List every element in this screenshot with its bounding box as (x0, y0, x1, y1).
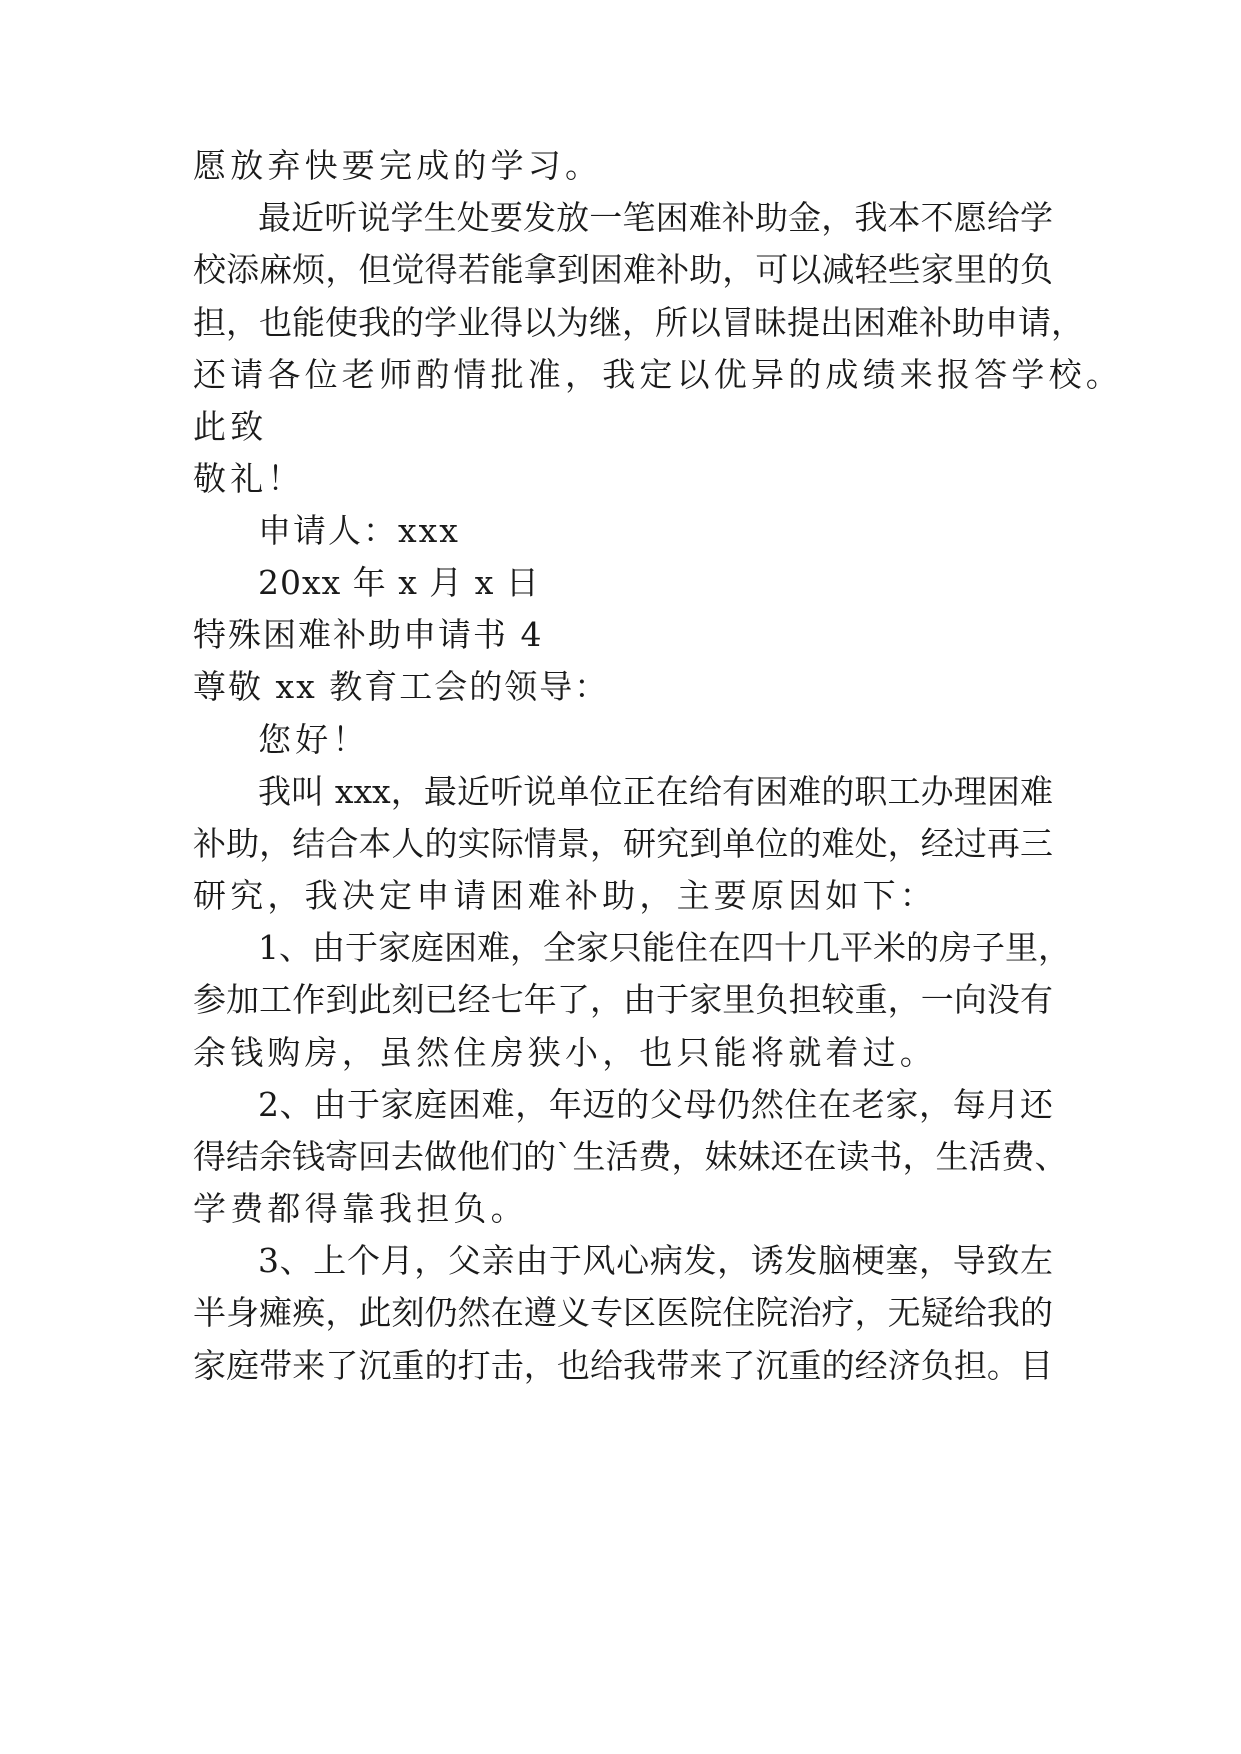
paragraph-line: 余钱购房，虽然住房狭小，也只能将就着过。 (193, 1033, 937, 1072)
paragraph-line: 我叫 xxx，最近听说单位正在给有困难的职工办理困难 (258, 772, 1053, 811)
paragraph-line: 家庭带来了沉重的打击，也给我带来了沉重的经济负担。目 (193, 1346, 1053, 1385)
paragraph-line: 参加工作到此刻已经七年了，由于家里负担较重，一向没有 (193, 980, 1053, 1019)
paragraph-line: 研究，我决定申请困难补助，主要原因如下： (193, 876, 937, 915)
paragraph-line: 补助，结合本人的实际情景，研究到单位的难处，经过再三 (193, 824, 1053, 863)
paragraph-line: 3、上个月，父亲由于风心病发，诱发脑梗塞，导致左 (258, 1241, 1053, 1280)
applicant-signature: 申请人：xxx (258, 511, 460, 550)
paragraph-line: 得结余钱寄回去做他们的`生活费，妹妹还在读书，生活费、 (193, 1137, 1068, 1176)
paragraph-line: 最近听说学生处要发放一笔困难补助金，我本不愿给学 (258, 198, 1053, 237)
paragraph-line: 愿放弃快要完成的学习。 (193, 146, 603, 185)
greeting: 您好！ (258, 720, 370, 759)
paragraph-line: 还请各位老师酌情批准，我定以优异的成绩来报答学校。 (193, 355, 1123, 394)
paragraph-line: 半身瘫痪，此刻仍然在遵义专区医院住院治疗，无疑给我的 (193, 1293, 1053, 1332)
signature-date: 20xx 年 x 月 x 日 (258, 563, 540, 602)
paragraph-line: 担，也能使我的学业得以为继，所以冒昧提出困难补助申请， (193, 303, 1084, 342)
paragraph-line: 校添麻烦，但觉得若能拿到困难补助，可以减轻些家里的负 (193, 250, 1053, 289)
closing-regards: 敬礼！ (193, 459, 305, 498)
paragraph-line: 2、由于家庭困难，年迈的父母仍然住在老家，每月还 (258, 1085, 1053, 1124)
paragraph-line: 学费都得靠我担负。 (193, 1189, 528, 1228)
closing-salutation: 此致 (193, 407, 268, 446)
section-title: 特殊困难补助申请书 4 (193, 615, 544, 654)
letter-recipient: 尊敬 xx 教育工会的领导： (193, 667, 610, 706)
paragraph-line: 1、由于家庭困难，全家只能住在四十几平米的房子里， (258, 928, 1071, 967)
